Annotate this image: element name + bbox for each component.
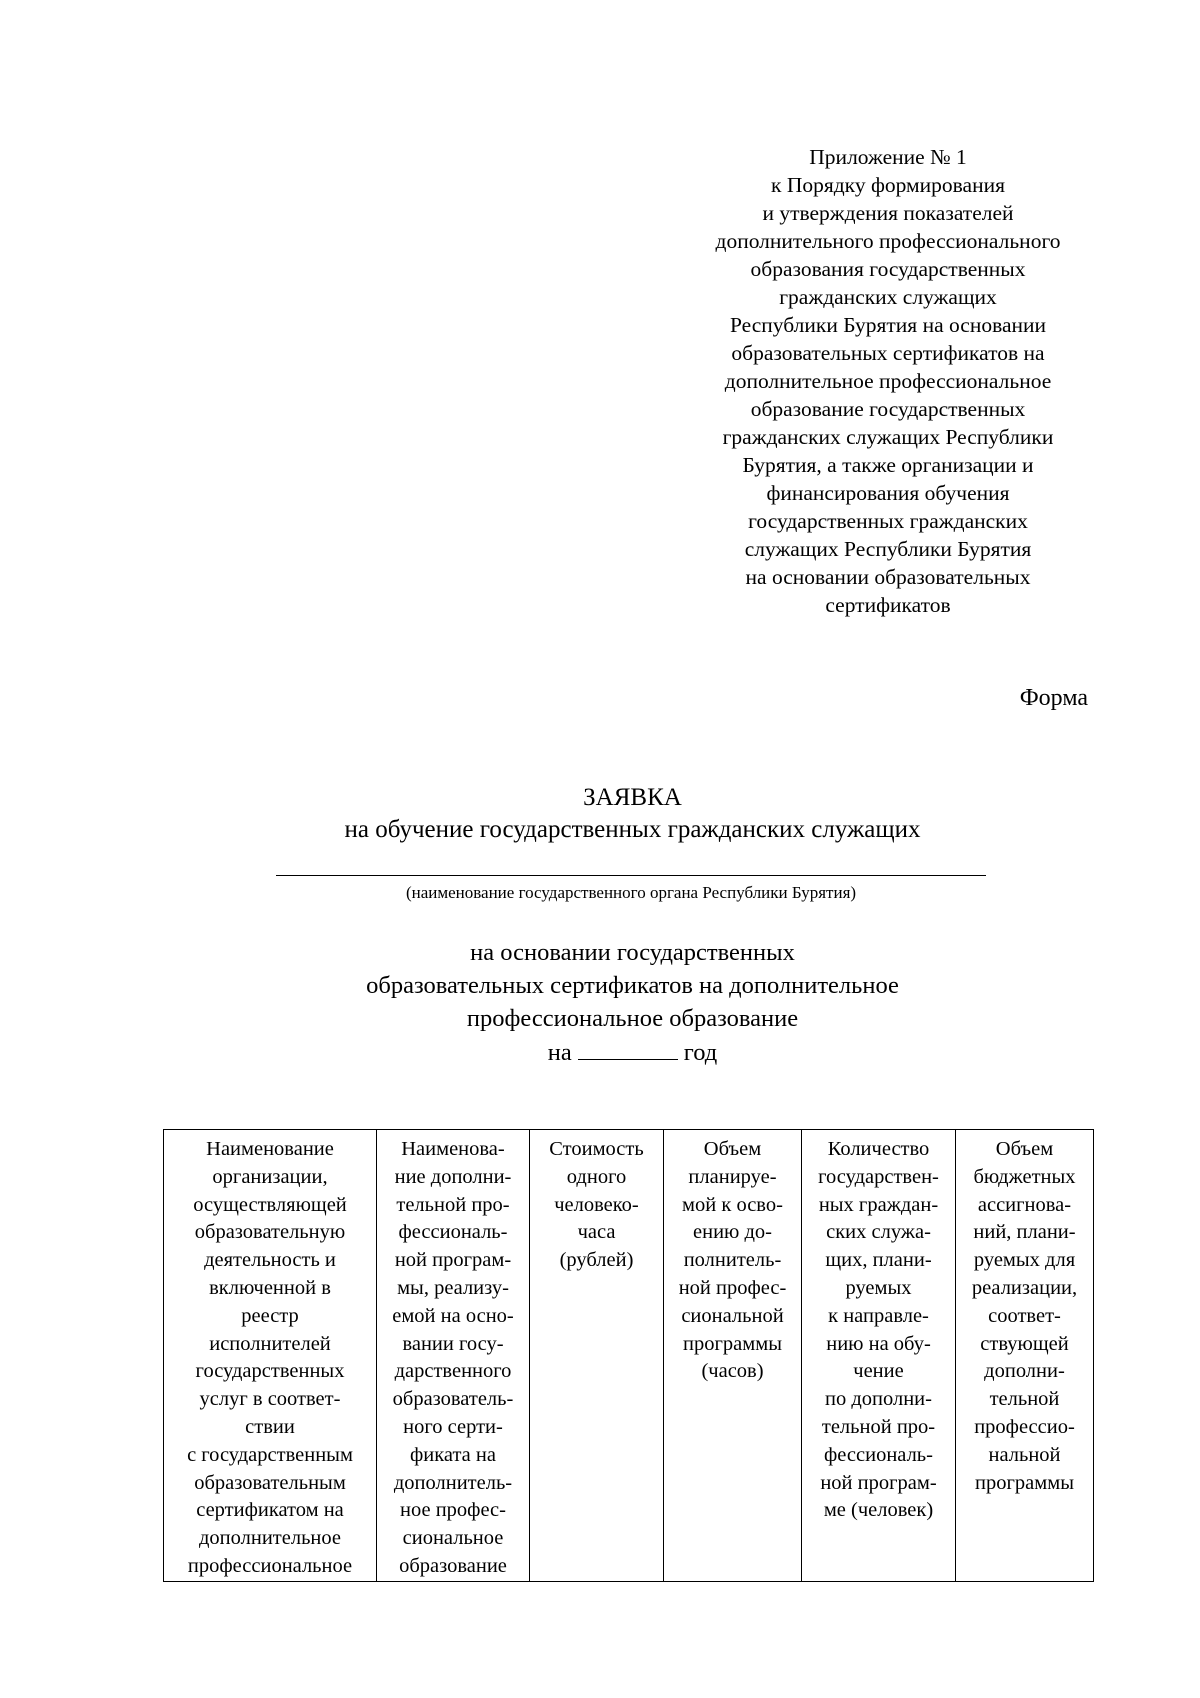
header-text-line: ассигнова- (977, 1193, 1072, 1216)
basis-block (0, 936, 1200, 1069)
header-text-line: Наименова- (401, 1138, 505, 1160)
header-hour-cost (530, 1130, 664, 1582)
header-text-line: услуг в соответ- (199, 1388, 341, 1411)
header-text-line: руемых для (973, 1249, 1076, 1272)
plan-table (163, 1129, 1094, 1582)
appendix-line: государственных гражданских (748, 509, 1028, 533)
header-text-line: Наименование (206, 1138, 334, 1160)
year-prefix: на (547, 1039, 572, 1066)
header-text-line: осуществляющей (193, 1193, 347, 1216)
header-program (377, 1130, 530, 1582)
header-text-line: с государственным (187, 1443, 353, 1466)
header-text-line: сиональное (402, 1527, 504, 1550)
appendix-line: Республики Бурятия на основании (729, 313, 1047, 337)
header-text-line: фиката на (410, 1443, 496, 1466)
appendix-line: гражданских служащих (779, 285, 997, 309)
header-text-line: профессио- (974, 1415, 1075, 1438)
header-organization (164, 1130, 377, 1582)
form-label: Форма (1019, 685, 1088, 711)
header-text-line: сертификатом на (196, 1499, 344, 1522)
appendix-line: к Порядку формирования (771, 173, 1005, 197)
title-subheading: на обучение государственных гражданских служащих (344, 816, 921, 843)
header-text-line: (часов) (701, 1360, 764, 1383)
header-text-line: нию на обу- (826, 1332, 931, 1355)
header-text-line: реализации, (971, 1276, 1078, 1299)
header-text-line: ствующей (980, 1332, 1069, 1355)
header-text-line: ной програм- (820, 1471, 937, 1494)
header-text-line: ствии (245, 1415, 295, 1438)
header-text-line: по дополни- (825, 1388, 932, 1411)
header-text-line: вании госу- (402, 1332, 504, 1355)
header-text-line: программы (975, 1471, 1074, 1494)
header-text-line: человеко- (554, 1193, 639, 1216)
header-text-line: мой к осво- (682, 1193, 783, 1216)
header-text-line: организации, (212, 1165, 328, 1188)
header-text-line: профессиональное (187, 1554, 353, 1577)
header-text-line: образовательным (194, 1471, 346, 1494)
header-text-line: реестр (241, 1304, 299, 1327)
header-text-line: ное профес- (400, 1499, 506, 1522)
header-text-line: мы, реализу- (397, 1276, 509, 1299)
header-text-line: фессиональ- (398, 1221, 508, 1244)
header-text-line: к направле- (828, 1304, 929, 1327)
header-text-line: ме (человек) (823, 1499, 934, 1522)
appendix-line: гражданских служащих Республики (722, 425, 1054, 449)
header-text-line: (рублей) (559, 1249, 634, 1272)
header-program-hours (664, 1130, 802, 1582)
appendix-line: Бурятия, а также организации и (742, 453, 1034, 477)
appendix-line: образовательных сертификатов на (731, 341, 1045, 365)
header-text-line: полнитель- (683, 1249, 782, 1272)
header-text-line: ной програм- (394, 1249, 512, 1272)
header-text-line: ний, плани- (973, 1221, 1076, 1244)
header-text-line: включенной в (209, 1276, 331, 1299)
appendix-line: Приложение № 1 (809, 145, 967, 169)
header-text-line: фессиональ- (824, 1443, 933, 1466)
header-text-line: планируе- (688, 1165, 777, 1188)
appendix-line: образование государственных (750, 397, 1026, 421)
basis-line-2: образовательных сертификатов на дополнительное (366, 972, 899, 999)
appendix-line: на основании образовательных (745, 565, 1031, 589)
basis-line-3: профессиональное образование (466, 1005, 799, 1032)
request-title (0, 782, 1200, 846)
header-text-line: ного серти- (403, 1415, 503, 1438)
header-text-line: образование (399, 1554, 507, 1577)
title-heading: ЗАЯВКА (583, 784, 682, 811)
header-text-line: деятельность и (204, 1249, 336, 1272)
org-name-caption: (наименование государственного органа Республики Бурятия) (405, 883, 857, 902)
header-text-line: сиональной (681, 1304, 784, 1327)
appendix-line: и утверждения показателей (762, 201, 1014, 225)
header-text-line: тельной (989, 1388, 1060, 1411)
appendix-line: образования государственных (750, 257, 1026, 281)
year-suffix: год (683, 1039, 718, 1066)
header-text-line: государствен- (818, 1165, 939, 1188)
header-text-line: дополни- (984, 1360, 1065, 1383)
header-text-line: образователь- (392, 1388, 514, 1411)
header-text-line: чение (853, 1360, 904, 1383)
header-text-line: образовательную (194, 1221, 346, 1244)
header-text-line: ние дополни- (394, 1165, 512, 1188)
table-header-row (164, 1130, 1094, 1582)
appendix-line: сертификатов (825, 593, 951, 617)
appendix-line: дополнительное профессиональное (724, 369, 1052, 393)
header-text-line: исполнителей (209, 1332, 331, 1355)
header-text-line: бюджетных (973, 1165, 1076, 1188)
appendix-line: дополнительного профессионального (715, 229, 1061, 253)
header-text-line: руемых (845, 1276, 912, 1299)
header-text-line: Стоимость (549, 1138, 644, 1160)
header-text-line: ских служа- (826, 1221, 931, 1244)
appendix-block (688, 143, 1088, 619)
header-text-line: дополнительное (198, 1527, 341, 1550)
header-text-line: Количество (827, 1138, 930, 1160)
header-text-line: щих, плани- (825, 1249, 932, 1272)
header-text-line: государственных (195, 1360, 345, 1383)
year-blank-field[interactable] (578, 1035, 678, 1060)
header-text-line: дарственного (394, 1360, 512, 1383)
year-line (0, 1035, 1200, 1069)
header-text-line: одного (566, 1165, 627, 1188)
header-text-line: соответ- (988, 1304, 1061, 1327)
header-text-line: тельной про- (821, 1415, 936, 1438)
header-budget-allocation (956, 1130, 1094, 1582)
header-text-line: Объем (995, 1138, 1054, 1160)
header-text-line: программы (683, 1332, 782, 1355)
header-text-line: ных граждан- (818, 1193, 939, 1216)
header-text-line: Объем (703, 1138, 762, 1160)
header-text-line: тельной про- (396, 1193, 510, 1216)
header-text-line: дополнитель- (393, 1471, 513, 1494)
header-text-line: ению до- (693, 1221, 772, 1244)
appendix-line: финансирования обучения (766, 481, 1010, 505)
org-name-underline (276, 875, 986, 876)
header-text-line: емой на осно- (392, 1304, 514, 1327)
header-text-line: часа (577, 1221, 616, 1244)
header-text-line: нальной (988, 1443, 1061, 1466)
basis-line-1: на основании государственных (470, 939, 795, 966)
appendix-line: служащих Республики Бурятия (744, 537, 1032, 561)
header-text-line: ной профес- (678, 1276, 787, 1299)
header-employee-count (802, 1130, 956, 1582)
